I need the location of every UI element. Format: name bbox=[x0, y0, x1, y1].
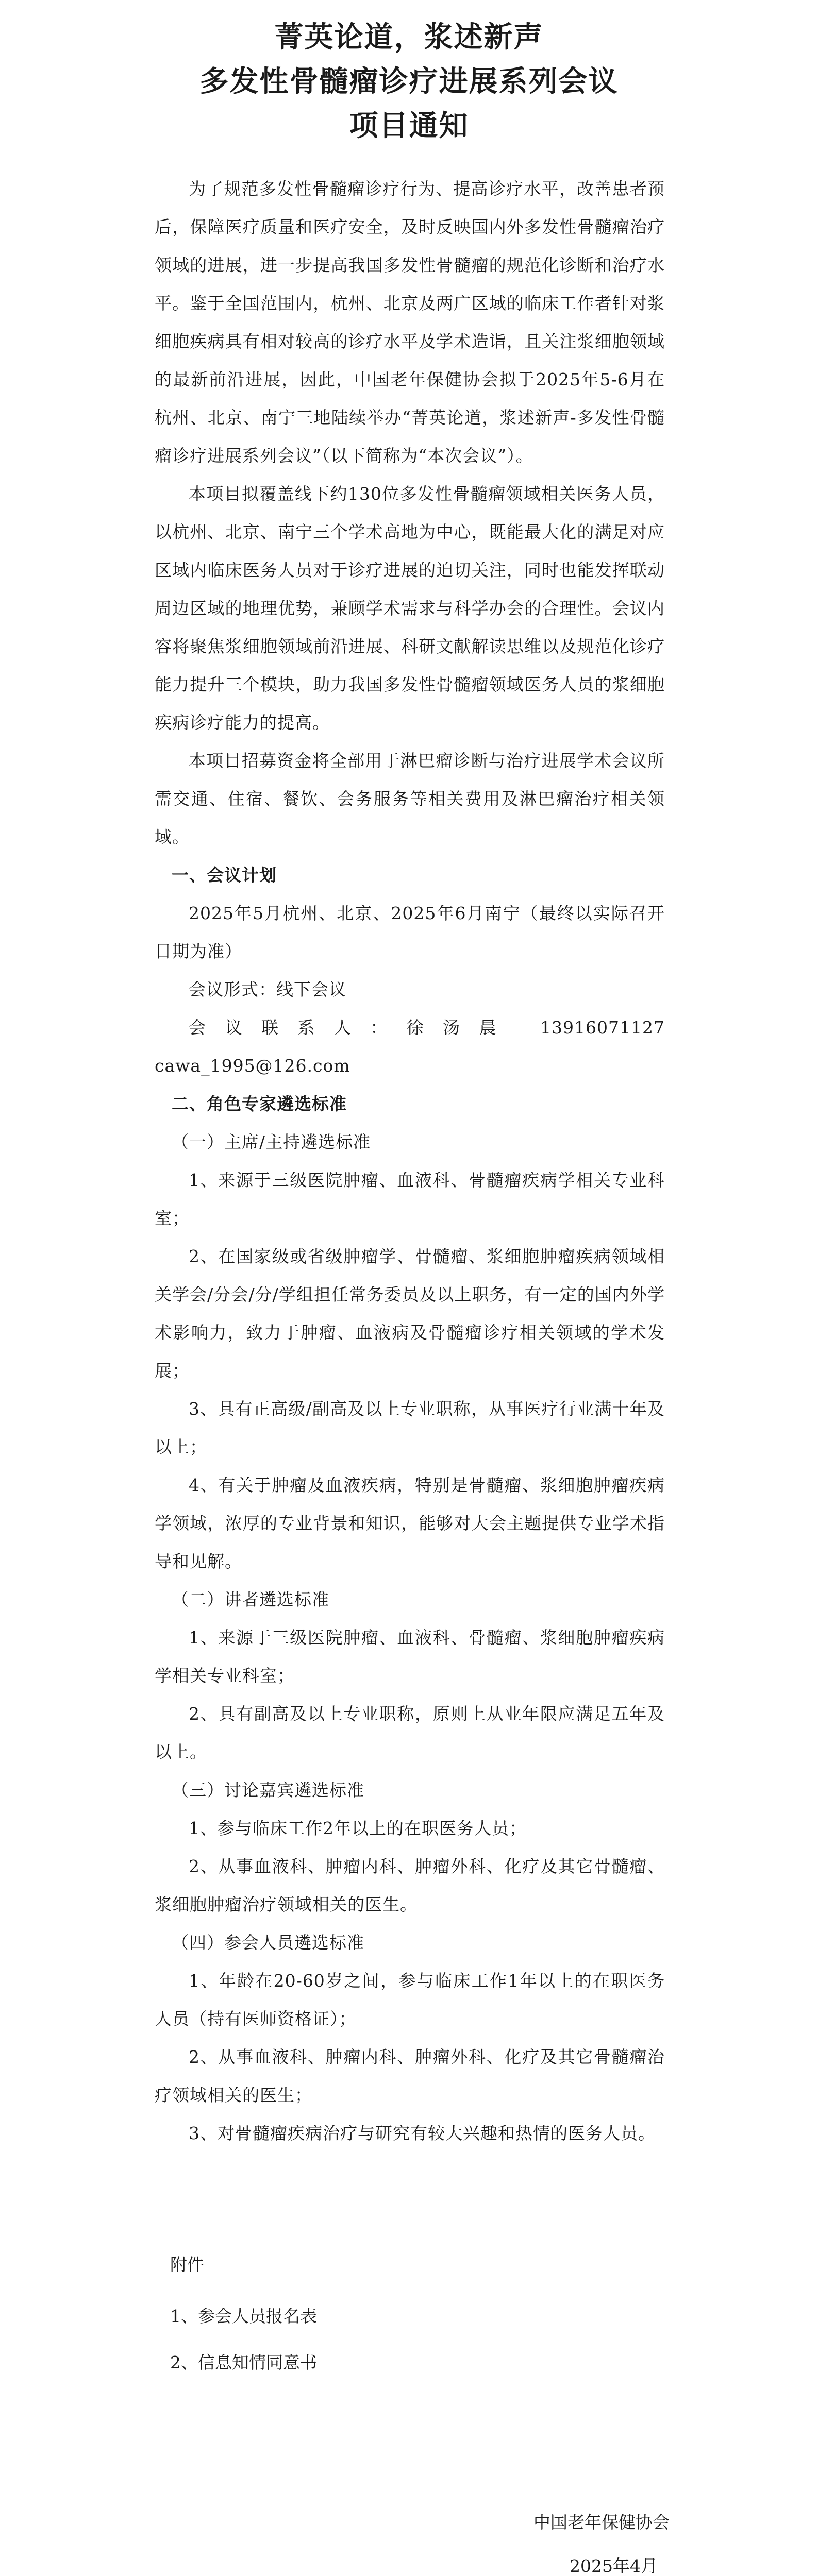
criteria-speaker-item: 1、来源于三级医院肿瘤、血液科、骨髓瘤、浆细胞肿瘤疾病学相关专业科室； bbox=[155, 1628, 665, 1686]
signature-org: 中国老年保健协会 bbox=[533, 2512, 670, 2532]
attachments-label: 附件 bbox=[170, 2255, 204, 2275]
criteria-chair-item: 4、有关于肿瘤及血液疾病，特别是骨髓瘤、浆细胞肿瘤疾病学领域，浓厚的专业背景和知识，能够对大会主题提供专业学术指导和见解。 bbox=[155, 1475, 665, 1571]
criteria-discussant-item: 2、从事血液科、肿瘤内科、肿瘤外科、化疗及其它骨髓瘤、浆细胞肿瘤治疗领域相关的医生。 bbox=[155, 1856, 665, 1914]
criteria-attendee-item: 2、从事血液科、肿瘤内科、肿瘤外科、化疗及其它骨髓瘤治疗领域相关的医生； bbox=[155, 2047, 665, 2105]
criteria-chair-item: 2、在国家级或省级肿瘤学、骨髓瘤、浆细胞肿瘤疾病领域相关学会/分会/分/学组担任常务委员及以上职务，有一定的国内外学术影响力，致力于肿瘤、血液病及骨髓瘤诊疗相关领域的学术发展； bbox=[155, 1246, 665, 1381]
criteria-attendee-item: 3、对骨髓瘤疾病治疗与研究有较大兴趣和热情的医务人员。 bbox=[189, 2123, 656, 2143]
plan-contact: 会议联系人：徐汤晨 13916071127 cawa_1995@126.com bbox=[155, 1018, 665, 1076]
criteria-attendee-item: 1、年龄在20-60岁之间，参与临床工作1年以上的在职医务人员（持有医师资格证）； bbox=[155, 1971, 665, 2029]
plan-dates: 2025年5月杭州、北京、2025年6月南宁（最终以实际召开日期为准） bbox=[155, 903, 665, 961]
title-line-3: 项目通知 bbox=[349, 109, 469, 143]
criteria-chair-item: 1、来源于三级医院肿瘤、血液科、骨髓瘤疾病学相关专业科室； bbox=[155, 1170, 665, 1228]
intro-paragraph-1: 为了规范多发性骨髓瘤诊疗行为、提高诊疗水平，改善患者预后，保障医疗质量和医疗安全，及时反映国内外多发性骨髓瘤治疗领域的进展，进一步提高我国多发性骨髓瘤的规范化诊断和治疗水平。鉴于全国范围内，杭州、北京及两广区域的临床工作者针对浆细胞疾病具有相对较高的诊疗水平及学术造诣，且关注浆细胞领域的最新前沿进展，因此，中国老年保健协会拟于2025年5-6月在杭州、北京、南宁三地陆续举办“菁英论道，浆述新声-多发性骨髓瘤诊疗进展系列会议”（以下简称为“本次会议”）。 bbox=[155, 179, 665, 466]
criteria-attendee-heading: （四）参会人员遴选标准 bbox=[172, 1933, 364, 1953]
criteria-chair-item: 3、具有正高级/副高及以上专业职称，从事医疗行业满十年及以上； bbox=[155, 1399, 665, 1457]
intro-paragraph-3: 本项目招募资金将全部用于淋巴瘤诊断与治疗进展学术会议所需交通、住宿、餐饮、会务服务等相关费用及淋巴瘤治疗相关领域。 bbox=[155, 751, 665, 847]
attachment-item-2: 2、信息知情同意书 bbox=[170, 2352, 317, 2372]
title-line-2: 多发性骨髓瘤诊疗进展系列会议 bbox=[199, 65, 619, 98]
section-heading-plan: 一、会议计划 bbox=[172, 865, 277, 885]
attachment-item-1: 1、参会人员报名表 bbox=[170, 2306, 317, 2326]
notice-body bbox=[155, 170, 665, 2153]
intro-paragraph-2: 本项目拟覆盖线下约130位多发性骨髓瘤领域相关医务人员，以杭州、北京、南宁三个学术高地为中心，既能最大化的满足对应区域内临床医务人员对于诊疗进展的迫切关注，同时也能发挥联动周边区域的地理优势，兼顾学术需求与科学办会的合理性。会议内容将聚焦浆细胞领域前沿进展、科研文献解读思维以及规范化诊疗能力提升三个模块，助力我国多发性骨髓瘤领域医务人员的浆细胞疾病诊疗能力的提高。 bbox=[155, 484, 665, 733]
plan-format: 会议形式：线下会议 bbox=[189, 979, 346, 999]
title-line-1: 菁英论道，浆述新声 bbox=[274, 21, 544, 54]
criteria-speaker-heading: （二）讲者遴选标准 bbox=[172, 1589, 329, 1609]
criteria-discussant-heading: （三）讨论嘉宾遴选标准 bbox=[172, 1780, 364, 1800]
criteria-speaker-item: 2、具有副高及以上专业职称，原则上从业年限应满足五年及以上。 bbox=[155, 1704, 665, 1762]
criteria-chair-heading: （一）主席/主持遴选标准 bbox=[172, 1132, 371, 1152]
section-heading-criteria: 二、角色专家遴选标准 bbox=[172, 1094, 347, 1114]
signature-date: 2025年4月 bbox=[570, 2556, 658, 2576]
criteria-discussant-item: 1、参与临床工作2年以上的在职医务人员； bbox=[189, 1818, 527, 1838]
title-block bbox=[0, 15, 818, 148]
